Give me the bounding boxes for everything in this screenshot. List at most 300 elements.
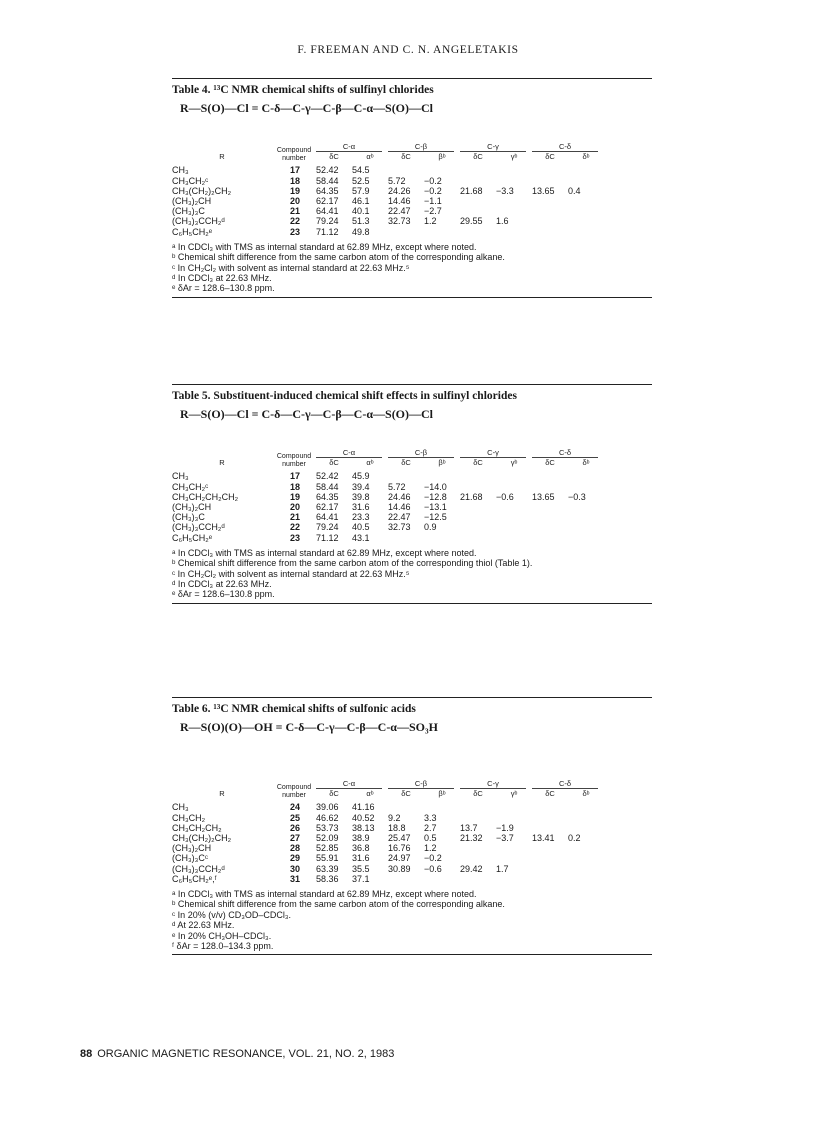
row-value: 36.8 <box>352 843 370 854</box>
row-value: 39.8 <box>352 491 370 502</box>
table-row <box>172 206 652 216</box>
row-value: 0.4 <box>568 185 581 196</box>
row-value: 31.6 <box>352 853 370 864</box>
col-compound-header: Compound number <box>276 453 312 469</box>
row-value: 38.9 <box>352 832 370 843</box>
row-value: 32.73 <box>388 522 411 533</box>
row-value <box>460 482 496 492</box>
row-compound-number: 19 <box>289 491 300 502</box>
row-value: 64.41 <box>316 206 339 217</box>
row-value <box>496 533 532 543</box>
table-4 <box>172 78 652 298</box>
table-row <box>172 196 652 206</box>
footnote: ᵃ In CDCl₃ with TMS as internal standard at 62.89 MHz, except where noted. <box>172 888 477 899</box>
row-value: 64.41 <box>316 512 339 523</box>
row-value <box>532 874 568 884</box>
table-title: Table 5. Substituent-induced chemical shift effects in sulfinyl chlorides <box>172 390 517 402</box>
row-value: −0.6 <box>424 863 442 874</box>
row-compound-number: 24 <box>289 802 300 813</box>
row-r: (CH₃)₃CCH₂ᵈ <box>172 216 225 227</box>
row-value: 14.46 <box>388 195 411 206</box>
row-value <box>496 176 532 186</box>
row-value: 39.4 <box>352 481 370 492</box>
row-compound-number: 31 <box>289 873 300 884</box>
row-compound-number: 17 <box>289 471 300 482</box>
row-value <box>496 802 532 812</box>
row-r: CH₃CH₂ᶜ <box>172 481 209 492</box>
row-r: (CH₃)₂CH <box>172 843 212 854</box>
row-value <box>568 864 604 874</box>
row-r: C₆H₅CH₂ᵉ <box>172 226 213 237</box>
footnote: ᵃ In CDCl₃ with TMS as internal standard at 62.89 MHz, except where noted. <box>172 547 477 558</box>
row-r: (CH₃)₃CCH₂ᵈ <box>172 522 225 533</box>
table-row <box>172 813 652 823</box>
row-value: 25.47 <box>388 832 411 843</box>
footnote: ᵇ Chemical shift difference from the same carbon atom of the corresponding thiol (Table 1). <box>172 558 533 569</box>
row-value: −0.2 <box>424 175 442 186</box>
row-value: 0.9 <box>424 522 437 533</box>
row-value: 3.3 <box>424 812 437 823</box>
table-row <box>172 843 652 853</box>
group-header: C-γ <box>460 779 526 789</box>
row-value: 79.24 <box>316 216 339 227</box>
sub-header: δᵇ <box>582 458 590 468</box>
row-compound-number: 22 <box>289 522 300 533</box>
row-value <box>568 165 604 175</box>
row-value: 41.16 <box>352 802 375 813</box>
row-value: 43.1 <box>352 532 370 543</box>
column-header-row <box>172 147 652 163</box>
row-value <box>496 843 532 853</box>
row-value: 2.7 <box>424 822 437 833</box>
row-value: −12.8 <box>424 491 447 502</box>
group-header: C-α <box>316 142 382 152</box>
row-value: 58.36 <box>316 873 339 884</box>
row-value <box>496 471 532 481</box>
row-value <box>532 823 568 833</box>
row-value <box>424 874 460 884</box>
group-header: C-δ <box>532 142 598 152</box>
group-header: C-β <box>388 779 454 789</box>
row-r: C₆H₅CH₂ᵉ,ᶠ <box>172 873 217 884</box>
sub-header: βᵇ <box>438 152 446 162</box>
row-value <box>460 522 496 532</box>
footnote: ᵈ At 22.63 MHz. <box>172 920 235 931</box>
row-value: 40.52 <box>352 812 375 823</box>
row-value: 53.73 <box>316 822 339 833</box>
row-value: 63.39 <box>316 863 339 874</box>
row-value <box>532 864 568 874</box>
row-compound-number: 27 <box>289 832 300 843</box>
sub-header: δC <box>545 789 555 799</box>
row-value <box>532 196 568 206</box>
row-value: 30.89 <box>388 863 411 874</box>
row-compound-number: 25 <box>289 812 300 823</box>
row-value <box>568 227 604 237</box>
table-row <box>172 216 652 226</box>
row-value: 29.42 <box>460 863 483 874</box>
row-value: 13.41 <box>532 832 555 843</box>
group-header: C-α <box>316 779 382 789</box>
row-value <box>460 196 496 206</box>
table-row <box>172 186 652 196</box>
group-header: C-β <box>388 448 454 458</box>
row-compound-number: 20 <box>289 195 300 206</box>
page-number: 88 <box>80 1048 93 1060</box>
sub-header: γᵇ <box>510 458 518 468</box>
table-bottom-rule <box>172 603 652 604</box>
row-value: 52.85 <box>316 843 339 854</box>
row-value: 79.24 <box>316 522 339 533</box>
table-row <box>172 802 652 812</box>
row-value: 62.17 <box>316 195 339 206</box>
sub-header: δC <box>473 152 483 162</box>
row-value: 0.5 <box>424 832 437 843</box>
group-header: C-δ <box>532 448 598 458</box>
row-value: 46.1 <box>352 195 370 206</box>
row-value <box>568 533 604 543</box>
group-header: C-β <box>388 142 454 152</box>
row-value: 9.2 <box>388 812 401 823</box>
page-header: F. FREEMAN AND C. N. ANGELETAKIS <box>297 44 519 56</box>
row-value: 46.62 <box>316 812 339 823</box>
row-value <box>568 176 604 186</box>
row-value <box>460 176 496 186</box>
row-value <box>532 165 568 175</box>
row-value: −13.1 <box>424 501 447 512</box>
row-r: CH₃ <box>172 802 189 813</box>
col-compound-header: Compound number <box>276 784 312 800</box>
footnote: ᵉ δAr = 128.6–130.8 ppm. <box>172 283 275 294</box>
row-value <box>424 533 460 543</box>
row-value <box>568 823 604 833</box>
table-row <box>172 874 652 884</box>
row-value <box>496 165 532 175</box>
group-header-row <box>172 142 652 152</box>
table-footnotes <box>172 242 652 294</box>
row-value: 29.55 <box>460 216 483 227</box>
row-value: 64.35 <box>316 185 339 196</box>
row-value: 23.3 <box>352 512 370 523</box>
row-value <box>496 227 532 237</box>
data-grid <box>172 142 652 237</box>
row-value <box>496 512 532 522</box>
row-value: 40.5 <box>352 522 370 533</box>
row-r: (CH₃)₂CH <box>172 501 212 512</box>
row-compound-number: 21 <box>289 512 300 523</box>
row-value <box>532 522 568 532</box>
row-value: 21.32 <box>460 832 483 843</box>
row-value: 21.68 <box>460 491 483 502</box>
row-compound-number: 30 <box>289 863 300 874</box>
row-value <box>568 502 604 512</box>
row-value: 0.2 <box>568 832 581 843</box>
table-row <box>172 512 652 522</box>
row-r: (CH₃)₃C <box>172 206 205 217</box>
row-value <box>568 874 604 884</box>
row-value <box>460 227 496 237</box>
footnote: ᶜ In 20% (v/v) CD₃OD–CDCl₃. <box>172 909 292 920</box>
row-value: −2.7 <box>424 206 442 217</box>
row-value <box>460 853 496 863</box>
row-value <box>568 512 604 522</box>
sub-header: βᵇ <box>438 458 446 468</box>
row-compound-number: 18 <box>289 175 300 186</box>
row-value <box>532 813 568 823</box>
table-row <box>172 492 652 502</box>
footnote: ᵈ In CDCl₃ at 22.63 MHz. <box>172 272 272 283</box>
data-grid <box>172 448 652 543</box>
row-value: 55.91 <box>316 853 339 864</box>
footnote: ᶜ In CH₂Cl₂ with solvent as internal standard at 22.63 MHz.⁵ <box>172 262 410 273</box>
sub-header: δC <box>473 789 483 799</box>
row-value: 52.09 <box>316 832 339 843</box>
row-value <box>532 502 568 512</box>
sub-header: δC <box>401 789 411 799</box>
row-value <box>532 843 568 853</box>
table-title: Table 4. ¹³C NMR chemical shifts of sulfinyl chlorides <box>172 84 434 96</box>
row-value <box>532 176 568 186</box>
sub-header: δC <box>401 458 411 468</box>
row-value <box>532 512 568 522</box>
table-row <box>172 227 652 237</box>
table-6 <box>172 697 652 955</box>
row-value: 58.44 <box>316 481 339 492</box>
row-value: 57.9 <box>352 185 370 196</box>
row-value: −0.6 <box>496 491 514 502</box>
row-value: −3.3 <box>496 185 514 196</box>
sub-header: δC <box>329 458 339 468</box>
row-value <box>568 802 604 812</box>
row-r: (CH₃)₃C <box>172 512 205 523</box>
row-value: 1.6 <box>496 216 509 227</box>
sub-header: δC <box>329 789 339 799</box>
table-footnotes <box>172 889 652 951</box>
row-value: −1.1 <box>424 195 442 206</box>
group-header: C-γ <box>460 142 526 152</box>
sub-header: γᵇ <box>510 789 518 799</box>
table-row <box>172 471 652 481</box>
sub-header: δC <box>401 152 411 162</box>
footnote: ᶜ In CH₂Cl₂ with solvent as internal standard at 22.63 MHz.⁵ <box>172 568 410 579</box>
row-value <box>568 843 604 853</box>
row-value: 13.65 <box>532 185 555 196</box>
row-r: CH₃CH₂CH₂CH₂ <box>172 491 239 502</box>
row-value: −0.2 <box>424 185 442 196</box>
row-value <box>424 227 460 237</box>
table-bottom-rule <box>172 954 652 955</box>
row-value <box>388 165 424 175</box>
row-compound-number: 21 <box>289 206 300 217</box>
footnote: ᵃ In CDCl₃ with TMS as internal standard at 62.89 MHz, except where noted. <box>172 241 477 252</box>
row-r: C₆H₅CH₂ᵉ <box>172 532 213 543</box>
table-top-rule <box>172 78 652 79</box>
row-value <box>496 502 532 512</box>
row-value: −3.7 <box>496 832 514 843</box>
row-value <box>568 813 604 823</box>
row-compound-number: 19 <box>289 185 300 196</box>
row-value: 45.9 <box>352 471 370 482</box>
row-value <box>496 196 532 206</box>
row-value <box>532 802 568 812</box>
table-row <box>172 533 652 543</box>
table-row <box>172 833 652 843</box>
row-value: 52.42 <box>316 471 339 482</box>
structure-formula: R—S(O)—Cl = C-δ—C-γ—C-β—C-α—S(O)—Cl <box>180 407 434 421</box>
row-compound-number: 17 <box>289 165 300 176</box>
row-value <box>532 482 568 492</box>
group-header-row <box>172 779 652 789</box>
group-header-row <box>172 448 652 458</box>
table-row <box>172 482 652 492</box>
row-value: 24.97 <box>388 853 411 864</box>
journal-citation: ORGANIC MAGNETIC RESONANCE, VOL. 21, NO. 2, 1983 <box>97 1048 395 1060</box>
row-value: 71.12 <box>316 226 339 237</box>
row-value: 22.47 <box>388 512 411 523</box>
row-value: 52.5 <box>352 175 370 186</box>
sub-header: δC <box>329 152 339 162</box>
col-r-header: R <box>219 152 225 162</box>
table-row <box>172 176 652 186</box>
row-value <box>496 482 532 492</box>
row-r: CH₃(CH₂)₂CH₂ <box>172 832 232 843</box>
row-value <box>532 216 568 226</box>
table-row <box>172 522 652 532</box>
row-value: 49.8 <box>352 226 370 237</box>
row-r: CH₃ <box>172 165 189 176</box>
row-value <box>460 802 496 812</box>
row-value <box>388 471 424 481</box>
row-value: 14.46 <box>388 501 411 512</box>
row-value: −0.3 <box>568 491 586 502</box>
row-value: −0.2 <box>424 853 442 864</box>
row-value: 5.72 <box>388 481 406 492</box>
footnote: ᵇ Chemical shift difference from the same carbon atom of the corresponding alkane. <box>172 899 505 910</box>
row-value: 31.6 <box>352 501 370 512</box>
row-r: CH₃CH₂ᶜ <box>172 175 209 186</box>
row-value <box>388 227 424 237</box>
group-header: C-α <box>316 448 382 458</box>
sub-header: αᵇ <box>366 152 374 162</box>
row-value: 1.7 <box>496 863 509 874</box>
footnote: ᵇ Chemical shift difference from the same carbon atom of the corresponding alkane. <box>172 252 505 263</box>
row-value: 22.47 <box>388 206 411 217</box>
table-row <box>172 864 652 874</box>
table-top-rule <box>172 384 652 385</box>
row-value: 38.13 <box>352 822 375 833</box>
row-r: CH₃ <box>172 471 189 482</box>
row-value: 24.26 <box>388 185 411 196</box>
col-r-header: R <box>219 789 225 799</box>
row-value <box>460 813 496 823</box>
row-value <box>568 471 604 481</box>
row-value: 71.12 <box>316 532 339 543</box>
row-value: 35.5 <box>352 863 370 874</box>
table-5 <box>172 384 652 604</box>
row-value: 21.68 <box>460 185 483 196</box>
group-header: C-δ <box>532 779 598 789</box>
row-value: 32.73 <box>388 216 411 227</box>
structure-formula: R—S(O)—Cl = C-δ—C-γ—C-β—C-α—S(O)—Cl <box>180 101 434 115</box>
row-value <box>460 843 496 853</box>
table-row <box>172 165 652 175</box>
row-value <box>532 533 568 543</box>
table-title: Table 6. ¹³C NMR chemical shifts of sulfonic acids <box>172 703 416 715</box>
row-value: 1.2 <box>424 843 437 854</box>
row-compound-number: 20 <box>289 501 300 512</box>
row-r: (CH₃)₃CCH₂ᵈ <box>172 863 225 874</box>
row-r: (CH₃)₂CH <box>172 195 212 206</box>
row-value <box>460 533 496 543</box>
row-value <box>388 874 424 884</box>
row-value: −12.5 <box>424 512 447 523</box>
data-grid <box>172 779 652 884</box>
row-compound-number: 23 <box>289 532 300 543</box>
sub-header: βᵇ <box>438 789 446 799</box>
row-value <box>424 802 460 812</box>
row-compound-number: 29 <box>289 853 300 864</box>
row-r: CH₃(CH₂)₂CH₂ <box>172 185 232 196</box>
sub-header: δᵇ <box>582 152 590 162</box>
row-value: 13.65 <box>532 491 555 502</box>
row-value <box>460 206 496 216</box>
row-compound-number: 18 <box>289 481 300 492</box>
row-value: 18.8 <box>388 822 406 833</box>
row-value <box>460 512 496 522</box>
row-compound-number: 23 <box>289 226 300 237</box>
row-value: 24.46 <box>388 491 411 502</box>
footnote: ᵈ In CDCl₃ at 22.63 MHz. <box>172 578 272 589</box>
row-value: 51.3 <box>352 216 370 227</box>
sub-header: δC <box>545 152 555 162</box>
row-value: 5.72 <box>388 175 406 186</box>
row-value: 62.17 <box>316 501 339 512</box>
row-value <box>424 165 460 175</box>
row-compound-number: 28 <box>289 843 300 854</box>
page-footer <box>80 1048 394 1060</box>
table-row <box>172 853 652 863</box>
row-value: −1.9 <box>496 822 514 833</box>
sub-header: γᵇ <box>510 152 518 162</box>
row-value <box>460 471 496 481</box>
sub-header: αᵇ <box>366 458 374 468</box>
row-value <box>496 853 532 863</box>
table-top-rule <box>172 697 652 698</box>
row-value <box>460 502 496 512</box>
table-row <box>172 823 652 833</box>
footnote: ᵉ δAr = 128.6–130.8 ppm. <box>172 589 275 600</box>
row-value: 37.1 <box>352 873 370 884</box>
row-value <box>568 216 604 226</box>
row-value <box>532 206 568 216</box>
row-value <box>496 813 532 823</box>
row-value: 64.35 <box>316 491 339 502</box>
row-value: 52.42 <box>316 165 339 176</box>
row-value <box>496 206 532 216</box>
row-value <box>496 874 532 884</box>
structure-formula: R—S(O)(O)—OH = C-δ—C-γ—C-β—C-α—SO₃H <box>180 720 438 734</box>
row-value <box>460 874 496 884</box>
row-value <box>568 482 604 492</box>
row-value <box>532 471 568 481</box>
row-compound-number: 22 <box>289 216 300 227</box>
row-r: (CH₃)₃Cᶜ <box>172 853 209 864</box>
sub-header: δC <box>545 458 555 468</box>
row-value <box>388 533 424 543</box>
row-value <box>568 206 604 216</box>
row-value: −14.0 <box>424 481 447 492</box>
row-value: 58.44 <box>316 175 339 186</box>
